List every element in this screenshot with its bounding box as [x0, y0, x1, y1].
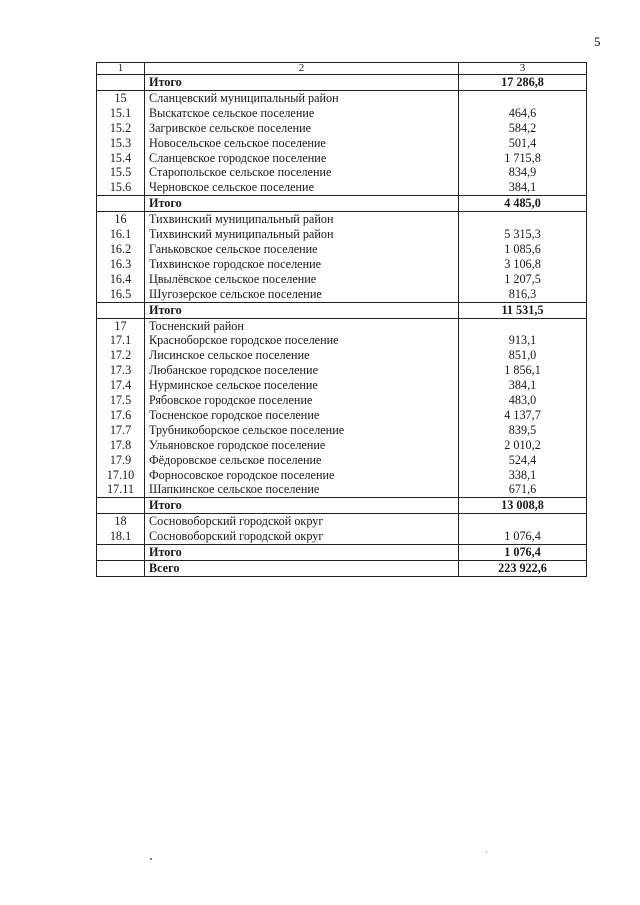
district-row	[97, 318, 587, 333]
table-row	[97, 423, 587, 438]
table-row	[97, 121, 587, 136]
row-name: Шугозерское сельское поселение	[145, 287, 459, 302]
row-name: Красноборское городское поселение	[145, 333, 459, 348]
row-name: Тихвинский муниципальный район	[145, 227, 459, 242]
table-row	[97, 408, 587, 423]
table-row	[97, 482, 587, 497]
total-row	[97, 498, 587, 514]
page-number: 5	[594, 34, 601, 49]
row-value: 913,1	[459, 333, 587, 348]
row-number: 16.5	[97, 287, 145, 302]
table-row	[97, 378, 587, 393]
row-name: Итого	[145, 75, 459, 91]
header-col-number: 1	[97, 63, 145, 75]
row-value: 4 137,7	[459, 408, 587, 423]
row-value: 13 008,8	[459, 498, 587, 514]
row-name: Трубникоборское сельское поселение	[145, 423, 459, 438]
row-name: Тосненское городское поселение	[145, 408, 459, 423]
row-number: 16.1	[97, 227, 145, 242]
row-value	[459, 90, 587, 105]
table-row	[97, 257, 587, 272]
row-number: 17.6	[97, 408, 145, 423]
row-value: 839,5	[459, 423, 587, 438]
table-header-row	[97, 63, 587, 75]
row-number: 15.2	[97, 121, 145, 136]
row-number: 17.9	[97, 453, 145, 468]
row-value: 5 315,3	[459, 227, 587, 242]
row-number: 15.6	[97, 180, 145, 195]
row-number: 15.5	[97, 165, 145, 180]
row-value: 834,9	[459, 165, 587, 180]
row-number	[97, 196, 145, 212]
row-name: Всего	[145, 561, 459, 577]
row-number: 16	[97, 212, 145, 227]
table-row	[97, 227, 587, 242]
row-value: 17 286,8	[459, 75, 587, 91]
row-number: 18.1	[97, 529, 145, 544]
row-number: 17.7	[97, 423, 145, 438]
table-row	[97, 272, 587, 287]
table-row	[97, 242, 587, 257]
row-value: 816,3	[459, 287, 587, 302]
row-name: Шапкинское сельское поселение	[145, 482, 459, 497]
row-value: 671,6	[459, 482, 587, 497]
table-row	[97, 151, 587, 166]
row-name: Любанское городское поселение	[145, 363, 459, 378]
table-row	[97, 468, 587, 483]
row-name: Итого	[145, 196, 459, 212]
total-row	[97, 75, 587, 91]
row-name: Нурминское сельское поселение	[145, 378, 459, 393]
district-row	[97, 90, 587, 105]
row-name: Загривское сельское поселение	[145, 121, 459, 136]
row-number	[97, 545, 145, 561]
row-name: Сланцевское городское поселение	[145, 151, 459, 166]
row-name: Выскатское сельское поселение	[145, 106, 459, 121]
row-number: 17.8	[97, 438, 145, 453]
total-row	[97, 302, 587, 318]
table-row	[97, 393, 587, 408]
table-row	[97, 333, 587, 348]
row-name: Сосновоборский городской округ	[145, 529, 459, 544]
row-name: Ульяновское городское поселение	[145, 438, 459, 453]
row-name: Рябовское городское поселение	[145, 393, 459, 408]
table-row	[97, 529, 587, 544]
row-number: 17.5	[97, 393, 145, 408]
grand-total-row	[97, 561, 587, 577]
row-value: 464,6	[459, 106, 587, 121]
row-number: 15	[97, 90, 145, 105]
table-row	[97, 348, 587, 363]
row-number: 15.1	[97, 106, 145, 121]
row-value: 483,0	[459, 393, 587, 408]
row-name: Цвылёвское сельское поселение	[145, 272, 459, 287]
row-number	[97, 561, 145, 577]
row-name: Ганьковское сельское поселение	[145, 242, 459, 257]
table-row	[97, 136, 587, 151]
row-number	[97, 75, 145, 91]
scan-speck	[150, 858, 152, 860]
district-row	[97, 212, 587, 227]
table-row	[97, 438, 587, 453]
header-col-name: 2	[145, 63, 459, 75]
row-value	[459, 318, 587, 333]
row-name: Сосновоборский городской округ	[145, 514, 459, 529]
row-number: 17.3	[97, 363, 145, 378]
row-number	[97, 498, 145, 514]
row-value: 1 076,4	[459, 529, 587, 544]
row-value: 1 085,6	[459, 242, 587, 257]
row-value: 11 531,5	[459, 302, 587, 318]
row-value: 4 485,0	[459, 196, 587, 212]
row-name: Новосельское сельское поселение	[145, 136, 459, 151]
budget-table	[96, 62, 587, 577]
table-row	[97, 287, 587, 302]
row-name: Старопольское сельское поселение	[145, 165, 459, 180]
table-row	[97, 165, 587, 180]
row-number: 17	[97, 318, 145, 333]
row-value: 223 922,6	[459, 561, 587, 577]
row-value	[459, 212, 587, 227]
row-value: 584,2	[459, 121, 587, 136]
row-number: 16.3	[97, 257, 145, 272]
row-name: Форносовское городское поселение	[145, 468, 459, 483]
table-row	[97, 453, 587, 468]
row-number: 15.3	[97, 136, 145, 151]
row-value: 1 076,4	[459, 545, 587, 561]
row-value: 3 106,8	[459, 257, 587, 272]
header-col-value: 3	[459, 63, 587, 75]
table-row	[97, 180, 587, 195]
district-row	[97, 514, 587, 529]
row-value: 384,1	[459, 378, 587, 393]
row-number: 17.10	[97, 468, 145, 483]
row-name: Лисинское сельское поселение	[145, 348, 459, 363]
row-number: 17.2	[97, 348, 145, 363]
row-name: Сланцевский муниципальный район	[145, 90, 459, 105]
row-name: Итого	[145, 302, 459, 318]
row-name: Итого	[145, 498, 459, 514]
row-number: 15.4	[97, 151, 145, 166]
row-name: Черновское сельское поселение	[145, 180, 459, 195]
row-number: 16.2	[97, 242, 145, 257]
row-number: 17.1	[97, 333, 145, 348]
row-number	[97, 302, 145, 318]
row-value: 524,4	[459, 453, 587, 468]
row-value: 384,1	[459, 180, 587, 195]
row-number: 17.11	[97, 482, 145, 497]
row-name: Итого	[145, 545, 459, 561]
table-row	[97, 106, 587, 121]
row-value: 1 207,5	[459, 272, 587, 287]
row-value: 851,0	[459, 348, 587, 363]
row-name: Тихвинский муниципальный район	[145, 212, 459, 227]
row-number: 17.4	[97, 378, 145, 393]
table-row	[97, 363, 587, 378]
row-value	[459, 514, 587, 529]
row-value: 1 856,1	[459, 363, 587, 378]
total-row	[97, 545, 587, 561]
row-name: Фёдоровское сельское поселение	[145, 453, 459, 468]
row-number: 18	[97, 514, 145, 529]
row-value: 1 715,8	[459, 151, 587, 166]
row-number: 16.4	[97, 272, 145, 287]
scan-speck	[486, 852, 487, 853]
row-value: 2 010,2	[459, 438, 587, 453]
row-value: 501,4	[459, 136, 587, 151]
total-row	[97, 196, 587, 212]
row-name: Тихвинское городское поселение	[145, 257, 459, 272]
row-name: Тосненский район	[145, 318, 459, 333]
row-value: 338,1	[459, 468, 587, 483]
